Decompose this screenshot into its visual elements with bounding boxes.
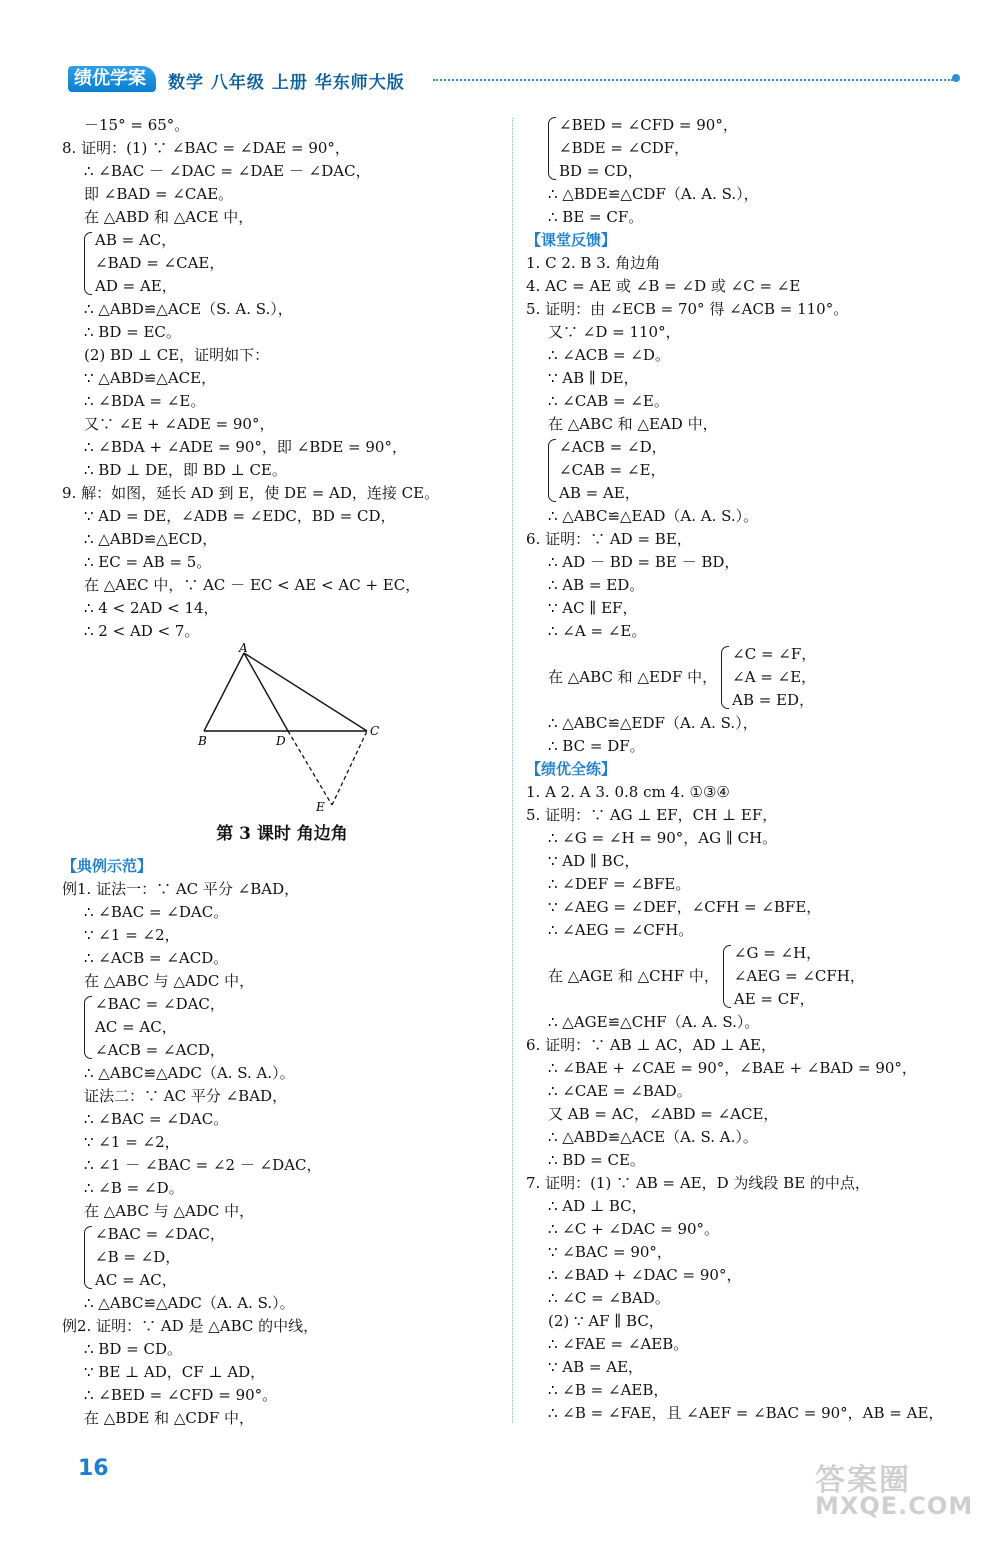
- text-line: 证法二：∵ AC 平分 ∠BAD，: [84, 1087, 288, 1105]
- text-line: ∴ △ABC≌△EDF（A. A. S.），: [548, 714, 758, 732]
- text-line: ∴ ∠BAC = ∠DAC。: [84, 1110, 229, 1128]
- brace-line: ∠ACB = ∠ACD，: [95, 1041, 225, 1059]
- brace-line: AC = AC，: [95, 1018, 177, 1036]
- brace-group: [526, 114, 966, 183]
- brace-line: AB = AC，: [95, 231, 177, 249]
- text-line: ∴ △ABC≌△ADC（A. A. S.）。: [84, 1294, 295, 1312]
- column-divider: [512, 118, 513, 1423]
- brace-line: ∠CAB = ∠E，: [559, 461, 666, 479]
- text-line: 在 △ABC 与 △ADC 中，: [84, 972, 255, 990]
- text-line: ∴ ∠B = ∠D。: [84, 1179, 184, 1197]
- brace-line: AB = ED，: [732, 691, 815, 709]
- text-line: ∴ △ABC≌△EAD（A. A. S.）。: [548, 507, 759, 525]
- text-line: 5. 证明：由 ∠ECB = 70° 得 ∠ACB = 110°。: [526, 300, 849, 318]
- text-line: ∵ AB = AE，: [548, 1358, 644, 1376]
- text-line: ∴ ∠AEG = ∠CFH。: [548, 921, 694, 939]
- text-line: ∴ ∠C + ∠DAC = 90°。: [548, 1220, 720, 1238]
- text-line: 7. 证明：(1) ∵ AB = AE，D 为线段 BE 的中点，: [526, 1174, 870, 1192]
- text-line: ∵ ∠AEG = ∠DEF，∠CFH = ∠BFE，: [548, 898, 822, 916]
- text-line: ∴ △AGE≌△CHF（A. A. S.）。: [548, 1013, 760, 1031]
- lesson-title: 第 3 课时 角边角: [216, 824, 348, 844]
- text-line: ∴ AD ⊥ BC，: [548, 1197, 647, 1215]
- text-line: ∵ AD ∥ BC，: [548, 852, 640, 870]
- text-line: ∴ ∠BED = ∠CFD = 90°。: [84, 1386, 278, 1404]
- text-line: ∴ △ABC≌△ADC（A. S. A.）。: [84, 1064, 295, 1082]
- left-brace: [548, 117, 556, 180]
- text-line: 例2. 证明：∵ AD 是 △ABC 的中线，: [62, 1317, 319, 1335]
- text-line: ∵ ∠BAC = 90°，: [548, 1243, 672, 1261]
- segment-de: [288, 731, 332, 805]
- brace-line: ∠A = ∠E，: [732, 668, 817, 686]
- page-header: [68, 62, 968, 98]
- text-line: ∴ BD = CD。: [84, 1340, 182, 1358]
- text-line: ∴ ∠B = ∠AEB，: [548, 1381, 669, 1399]
- text-line: ∴ AD － BD = BE － BD，: [548, 553, 740, 571]
- left-brace: [84, 996, 92, 1059]
- text-line: ∵ ∠1 = ∠2，: [84, 1133, 180, 1151]
- brace-group: [526, 436, 966, 505]
- brace-line: ∠BAD = ∠CAE，: [95, 254, 225, 272]
- left-brace: [84, 1226, 92, 1289]
- text-line: ∵ AD = DE，∠ADB = ∠EDC，BD = CD，: [84, 507, 396, 525]
- brace-line: ∠AEG = ∠CFH，: [733, 967, 865, 985]
- brace-line: ∠ACB = ∠D，: [559, 438, 667, 456]
- text-line: 在 △ABD 和 △ACE 中，: [84, 208, 254, 226]
- text-line: 例1. 证法一：∵ AC 平分 ∠BAD，: [62, 880, 300, 898]
- text-line: ∴ ∠A = ∠E。: [548, 622, 647, 640]
- segment-ab: [204, 653, 244, 731]
- text-line: ∴ ∠BAC = ∠DAC。: [84, 903, 229, 921]
- text-line: 5. 证明：∵ AG ⊥ EF，CH ⊥ EF，: [526, 806, 778, 824]
- text-line: ∴ △ABD≌△ACE（S. A. S.），: [84, 300, 293, 318]
- left-brace: [548, 439, 556, 502]
- text-line: ∴ 4 < 2AD < 14，: [84, 599, 219, 617]
- text-line: 即 ∠BAD = ∠CAE。: [84, 185, 234, 203]
- text-line: ∵ △ABD≌△ACE，: [84, 369, 217, 387]
- text-line: ∴ BD = CE。: [548, 1151, 645, 1169]
- text-line: 6. 证明：∵ AD = BE，: [526, 530, 692, 548]
- text-line: ∴ BD = EC。: [84, 323, 181, 341]
- text-line: ∴ BE = CF。: [548, 208, 644, 226]
- brand-badge: 绩优学案: [68, 66, 156, 92]
- text-line: ∴ ∠C = ∠BAD。: [548, 1289, 670, 1307]
- segment-ac: [244, 653, 367, 731]
- segment-ec: [332, 731, 367, 805]
- left-brace: [723, 945, 731, 1008]
- point-label-e: E: [316, 800, 325, 813]
- text-line: 又∵ ∠E + ∠ADE = 90°，: [84, 415, 275, 433]
- text-line: ∴ ∠G = ∠H = 90°，AG ∥ CH。: [548, 829, 778, 847]
- text-line: 9. 解：如图，延长 AD 到 E，使 DE = AD，连接 CE。: [62, 484, 440, 502]
- triangle-diagram: [62, 643, 502, 813]
- text-line: 在 △AEC 中，∵ AC － EC < AE < AC + EC，: [84, 576, 421, 594]
- brace-line: ∠G = ∠H，: [733, 944, 822, 962]
- text-line: ∴ ∠BAD + ∠DAC = 90°，: [548, 1266, 742, 1284]
- text-line: ∴ ∠DEF = ∠BFE。: [548, 875, 691, 893]
- left-column: [62, 114, 502, 1430]
- text-line: ∴ BD ⊥ DE，即 BD ⊥ CE。: [84, 461, 287, 479]
- text-line: 又∵ ∠D = 110°，: [548, 323, 681, 341]
- segment-ad: [244, 653, 288, 731]
- text-line: ∴ ∠FAE = ∠AEB。: [548, 1335, 689, 1353]
- point-label-a: A: [239, 643, 248, 655]
- text-line: ∴ ∠B = ∠FAE，且 ∠AEF = ∠BAC = 90°，AB = AE，: [548, 1404, 944, 1422]
- text-line: 在 △ABC 和 △EAD 中，: [548, 415, 718, 433]
- text-line: －15° = 65°。: [84, 116, 190, 134]
- text-line: ∴ ∠ACB = ∠D。: [548, 346, 670, 364]
- brace-line: AE = CF，: [733, 990, 815, 1008]
- section-heading: 【典例示范】: [62, 857, 153, 875]
- text-line: ∴ ∠BDA + ∠ADE = 90°，即 ∠BDE = 90°，: [84, 438, 407, 456]
- header-dot: [952, 74, 960, 82]
- text-line: 6. 证明：∵ AB ⊥ AC，AD ⊥ AE，: [526, 1036, 776, 1054]
- text-line: 在 △ABC 与 △ADC 中，: [84, 1202, 255, 1220]
- text-line: (2) BD ⊥ CE，证明如下：: [84, 346, 270, 364]
- brace-line: ∠B = ∠D，: [95, 1248, 181, 1266]
- section-heading: 【课堂反馈】: [526, 231, 617, 249]
- watermark-url: MXQE.COM: [815, 1492, 974, 1520]
- text-line: ∴ ∠BAE + ∠CAE = 90°，∠BAE + ∠BAD = 90°，: [548, 1059, 917, 1077]
- text-line: 1. A 2. A 3. 0.8 cm 4. ①③④: [526, 783, 730, 801]
- text-line: 4. AC = AE 或 ∠B = ∠D 或 ∠C = ∠E: [526, 277, 801, 295]
- brace-line: AB = AE，: [559, 484, 640, 502]
- text-line: ∴ ∠ACB = ∠ACD。: [84, 949, 229, 967]
- brace-line: ∠BAC = ∠DAC，: [95, 995, 225, 1013]
- brace-group: [526, 942, 966, 1011]
- brace-group: [62, 993, 502, 1062]
- text-line: ∵ AC ∥ EF，: [548, 599, 638, 617]
- brace-line: ∠BED = ∠CFD = 90°，: [559, 116, 738, 134]
- text-line: ∵ BE ⊥ AD，CF ⊥ AD，: [84, 1363, 266, 1381]
- text-line: 8. 证明：(1) ∵ ∠BAC = ∠DAE = 90°，: [62, 139, 350, 157]
- text-line: 在 △BDE 和 △CDF 中，: [84, 1409, 255, 1427]
- header-dotted-rule: [433, 79, 953, 81]
- text-line: ∴ ∠CAE = ∠BAD。: [548, 1082, 692, 1100]
- header-subtitle: 数学 八年级 上册 华东师大版: [168, 73, 405, 93]
- text-line: ∴ ∠1 － ∠BAC = ∠2 － ∠DAC，: [84, 1156, 322, 1174]
- point-label-d: D: [276, 734, 286, 748]
- text-line: 又 AB = AC，∠ABD = ∠ACE，: [548, 1105, 779, 1123]
- brace-line: ∠BAC = ∠DAC，: [95, 1225, 225, 1243]
- brace-line: ∠C = ∠F，: [732, 645, 817, 663]
- text-line: ∴ ∠BDA = ∠E。: [84, 392, 206, 410]
- text-line: (2) ∵ AF ∥ BC，: [548, 1312, 664, 1330]
- right-column: [526, 114, 966, 1425]
- brace-line: AC = AC，: [95, 1271, 177, 1289]
- brace-line: BD = CD，: [559, 162, 643, 180]
- watermark-logo: 答案圈: [815, 1463, 911, 1498]
- section-heading: 【绩优全练】: [526, 760, 617, 778]
- text-line: ∴ △ABD≌△ECD，: [84, 530, 218, 548]
- text-line: ∴ EC = AB = 5。: [84, 553, 212, 571]
- text-line: ∴ ∠BAC － ∠DAC = ∠DAE － ∠DAC，: [84, 162, 371, 180]
- brace-group: [526, 643, 966, 712]
- text-line: ∴ AB = ED。: [548, 576, 645, 594]
- page-number: 16: [78, 1456, 109, 1481]
- text-line: ∴ BC = DF。: [548, 737, 645, 755]
- brace-prefix: 在 △ABC 和 △EDF 中，: [548, 668, 718, 686]
- left-brace: [721, 646, 729, 709]
- text-line: ∵ ∠1 = ∠2，: [84, 926, 180, 944]
- brace-prefix: 在 △AGE 和 △CHF 中，: [548, 967, 719, 985]
- brace-group: [62, 1223, 502, 1292]
- text-line: 1. C 2. B 3. 角边角: [526, 254, 661, 272]
- brace-group: [62, 229, 502, 298]
- text-line: ∴ 2 < AD < 7。: [84, 622, 200, 640]
- text-line: ∴ △BDE≌△CDF（A. A. S.），: [548, 185, 759, 203]
- brace-line: AD = AE，: [95, 277, 177, 295]
- left-brace: [84, 232, 92, 295]
- point-label-c: C: [370, 724, 380, 738]
- text-line: ∴ △ABD≌△ACE（A. S. A.）。: [548, 1128, 758, 1146]
- text-line: ∴ ∠CAB = ∠E。: [548, 392, 669, 410]
- brace-line: ∠BDE = ∠CDF，: [559, 139, 690, 157]
- text-line: ∵ AB ∥ DE，: [548, 369, 639, 387]
- point-label-b: B: [198, 734, 207, 748]
- geometry-figure: [62, 643, 502, 813]
